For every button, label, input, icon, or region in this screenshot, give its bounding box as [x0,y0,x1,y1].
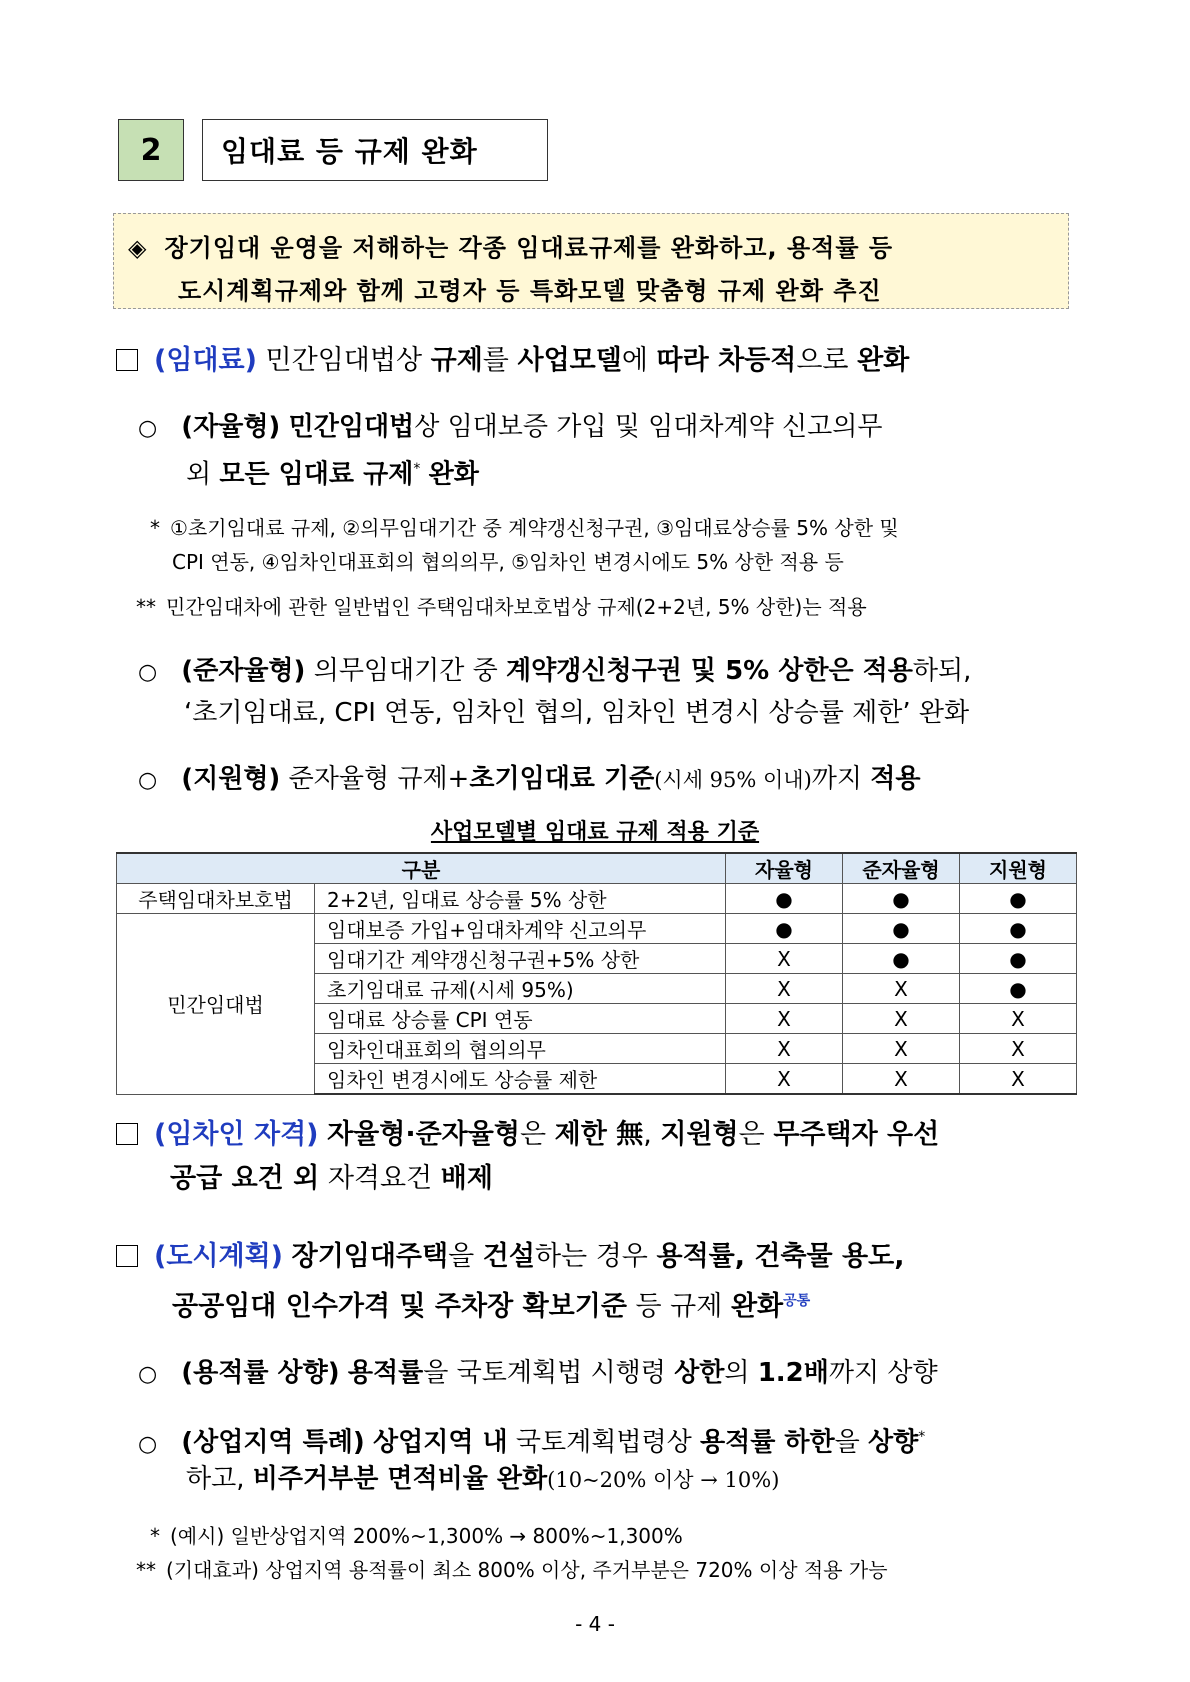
sub-autonomous-line-1 [138,410,882,446]
table-group-cell: 민간임대법 [117,914,315,1095]
item-text: 자율형·준자율형 [327,1119,520,1150]
sub-text: (10~20% 이상 → 10%) [547,1468,780,1492]
item-tenant-qualification-line-2 [170,1162,493,1196]
table-cell: X [843,1064,960,1095]
item-text: 용적률, 건축물 용도, [656,1241,905,1272]
sub-text: 을 [834,1427,860,1458]
checkbox-square-icon [116,349,138,371]
table-cell: ● [960,944,1077,974]
table-cell: 초기임대료 규제(시세 95%) [315,974,726,1004]
table-cell: X [726,1034,843,1064]
footnote-text: (기대효과) 상업지역 용적률이 최소 800% 이상, 주거부분은 720% 이상 적용 가능 [166,1558,888,1582]
table-cell: ● [726,884,843,914]
table-cell: 2+2년, 임대료 상승률 5% 상한 [315,884,726,914]
table-row [117,884,1077,914]
item-text: , [643,1119,652,1150]
item-text: 민간임대법상 [265,345,423,376]
sub-text: 용적률 하한 [699,1427,835,1458]
footnote-3 [150,1522,683,1550]
item-tag: (임대료) [154,345,257,376]
sub-text: 완화 [428,459,479,490]
sub-text: (시세 95% 이내) [654,768,812,792]
table-cell: X [960,1034,1077,1064]
sub-commercial-zone-line-1 [138,1420,925,1462]
summary-text-1: 장기임대 운영을 저해하는 각종 임대료규제를 완화하고, 용적률 등 [164,234,894,262]
footnote-mark: * [918,1429,926,1445]
footnote-star: ** [136,595,156,619]
sub-text: 하되, [912,656,972,686]
footnote-text: 민간임대차에 관한 일반법인 주택임대차보호법상 규제(2+2년, 5% 상한)는 적용 [166,595,867,619]
table-header: 자율형 [726,853,843,884]
item-text: 은 [738,1119,765,1150]
item-text: 등 규제 [635,1291,723,1322]
sub-text: 의 [724,1358,750,1388]
common-sup-badge: 공통 [783,1293,811,1309]
sub-commercial-zone-line-2 [186,1462,779,1497]
sub-autonomous-line-2 [186,452,479,492]
sub-text: 상업지역 내 [372,1427,508,1458]
sub-text: 비주거부분 면적비율 완화 [252,1464,548,1494]
sub-text: 의무임대기간 중 [313,656,498,686]
circle-bullet-icon: ○ [138,1431,158,1457]
item-text: 를 [482,345,509,376]
item-urban-planning-line-2 [172,1284,810,1324]
table-cell: 임대기간 계약갱신청구권+5% 상한 [315,944,726,974]
table-row [117,914,1077,944]
sub-tag: (준자율형) [181,656,306,686]
item-text: 공급 요건 외 [170,1163,320,1194]
item-text: 사업모델 [517,345,622,376]
footnote-text: ①초기임대료 규제, ②의무임대기간 중 계약갱신청구권, ③임대료상승률 5% 상한 및 [170,516,899,540]
table-caption: 사업모델별 임대료 규제 적용 기준 [430,820,760,845]
sub-text: 계약갱신청구권 및 5% 상한은 적용 [506,656,913,686]
item-text: 장기임대주택 [291,1241,449,1272]
item-text: 따라 차등적 [656,345,797,376]
table-cell: X [726,974,843,1004]
table-cell: ● [843,914,960,944]
footnote-2 [136,593,867,621]
sub-text: 을 국토계획법 시행령 [423,1358,666,1388]
table-cell: X [960,1004,1077,1034]
table-cell: ● [726,914,843,944]
summary-line-2: 도시계획규제와 함께 고령자 등 특화모델 맞춤형 규제 완화 추진 [178,277,882,305]
checkbox-square-icon [116,1123,138,1145]
sub-text: 준자율형 규제+ [288,764,470,794]
table-cell: ● [960,974,1077,1004]
item-urban-planning-line-1 [116,1240,904,1274]
sub-text: 상한 [674,1358,725,1388]
sub-text: 민간임대법 [288,412,415,442]
checkbox-square-icon [116,1245,138,1267]
table-cell: X [843,1004,960,1034]
table-cell: ● [960,914,1077,944]
table-cell: ● [843,944,960,974]
sub-tag: (상업지역 특례) [181,1427,365,1458]
table-cell: 임대보증 가입+임대차계약 신고의무 [315,914,726,944]
table-cell: X [843,974,960,1004]
table-cell: ● [843,884,960,914]
table-header: 구분 [117,853,726,884]
item-text: 으로 [796,345,849,376]
circle-bullet-icon: ○ [138,1362,158,1387]
item-text: 건설 [482,1241,535,1272]
table-header-row [117,853,1077,884]
section-number: 2 [118,119,184,181]
footnote-1-line-2: CPI 연동, ④임차인대표회의 협의의무, ⑤임차인 변경시에도 5% 상한 적용 등 [172,550,844,574]
footnote-text: (예시) 일반상업지역 200%~1,300% → 800%~1,300% [170,1524,683,1548]
sub-tag: (자율형) [181,412,281,442]
item-tenant-qualification-line-1 [116,1118,939,1152]
table-cell: X [726,1064,843,1095]
summary-box [113,213,1069,309]
sub-text: 외 [186,459,212,490]
item-text: 은 [519,1119,547,1150]
item-text: 완화 [730,1291,784,1322]
item-rent [116,344,909,378]
item-text: 배제 [440,1163,493,1194]
footnote-4 [136,1556,888,1584]
sub-text: 국토계획법령상 [515,1427,692,1458]
sub-text: 까지 [811,764,863,794]
item-text: 완화 [857,345,910,376]
circle-bullet-icon: ○ [138,660,158,685]
footnote-mark: * [413,461,421,477]
sub-text: 상향 [868,1427,919,1458]
item-text: 자격요건 [327,1163,433,1194]
item-text: 지원형 [660,1119,739,1150]
sub-semi-autonomous-line-2: ‘초기임대료, CPI 연동, 임차인 협의, 임차인 변경시 상승률 제한’ 완화 [184,698,970,728]
table-cell: X [843,1034,960,1064]
sub-text: 적용 [870,764,921,794]
item-text: 제한 無 [554,1119,644,1150]
sub-text: 하고, [186,1464,245,1494]
item-text: 공공임대 인수가격 및 주차장 확보기준 [172,1291,627,1322]
sub-supported [138,762,921,798]
sub-tag: (용적률 상향) [181,1358,340,1388]
table-header: 지원형 [960,853,1077,884]
sub-floor-area-ratio [138,1356,938,1392]
sub-tag: (지원형) [181,764,281,794]
item-tag: (임차인 자격) [154,1119,319,1150]
footnote-star: ** [136,1558,156,1582]
rent-regulation-table [116,852,1077,1095]
sub-text: 까지 상향 [828,1358,938,1388]
footnote-star: * [150,1524,160,1548]
table-cell: 임대료 상승률 CPI 연동 [315,1004,726,1034]
footnote-1-line-1 [150,514,899,542]
item-text: 규제 [430,345,483,376]
table-cell: 임차인대표회의 협의의무 [315,1034,726,1064]
item-text: 무주택자 우선 [773,1119,940,1150]
item-text: 에 [621,345,648,376]
footnote-star: * [150,516,160,540]
table-cell: X [726,1004,843,1034]
sub-text: 1.2배 [757,1358,829,1388]
item-text: 을 [448,1241,475,1272]
sub-text: 상 임대보증 가입 및 임대차계약 신고의무 [414,412,883,442]
table-cell: X [726,944,843,974]
table-cell: X [960,1064,1077,1095]
diamond-bullet-icon: ◈ [128,234,147,262]
sub-semi-autonomous-line-1 [138,654,971,690]
table-header: 준자율형 [843,853,960,884]
item-tag: (도시계획) [154,1241,284,1272]
circle-bullet-icon: ○ [138,768,158,793]
circle-bullet-icon: ○ [138,416,158,441]
sub-text: 초기임대료 기준 [469,764,655,794]
table-group-cell: 주택임대차보호법 [117,884,315,914]
page-number: - 4 - [575,1612,615,1636]
table-cell: ● [960,884,1077,914]
item-text: 하는 경우 [534,1241,648,1272]
table-cell: 임차인 변경시에도 상승률 제한 [315,1064,726,1095]
summary-line-1 [128,228,893,263]
section-title: 임대료 등 규제 완화 [202,119,548,181]
sub-text: 모든 임대료 규제 [219,459,414,490]
sub-text: 용적률 [347,1358,424,1388]
